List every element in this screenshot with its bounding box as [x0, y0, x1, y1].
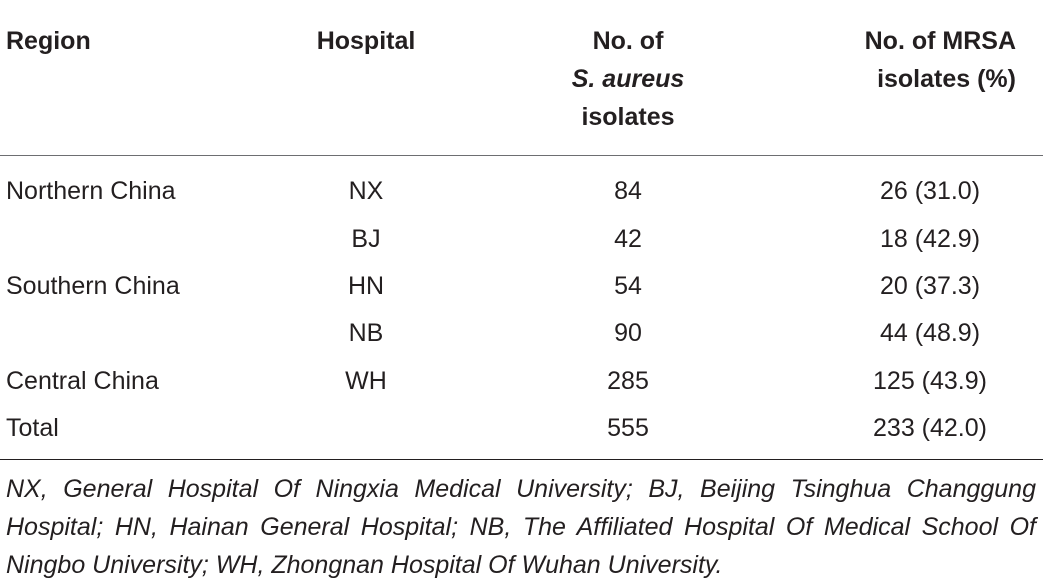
- cell-hospital: WH: [345, 367, 387, 395]
- table-footnote: NX, General Hospital Of Ningxia Medical University; BJ, Beijing Tsinghua Changgung Hospital; HN, Hainan General Hospital; NB, The Affiliated Hospital Of Medical School Of Ningbo University; WH, Zhongnan Hospital Of Wuhan University.: [6, 475, 1036, 579]
- header-isolates: [528, 22, 728, 136]
- footer-divider: [0, 459, 1043, 460]
- cell-isolates: 285: [607, 367, 649, 395]
- cell-region: Total: [6, 414, 59, 442]
- cell-mrsa: 125 (43.9): [873, 367, 987, 395]
- header-mrsa: [780, 22, 1016, 98]
- header-isolates-line3: isolates: [581, 103, 675, 131]
- cell-isolates: 555: [607, 414, 649, 442]
- cell-region: Southern China: [6, 272, 180, 300]
- cell-mrsa: 26 (31.0): [879, 177, 981, 205]
- header-region: Region: [6, 27, 91, 55]
- cell-isolates: 90: [614, 319, 642, 347]
- header-isolates-line2: S. aureus: [571, 65, 685, 93]
- cell-mrsa: 18 (42.9): [879, 225, 981, 253]
- cell-hospital: BJ: [351, 225, 381, 253]
- cell-mrsa: 233 (42.0): [873, 414, 987, 442]
- header-divider: [0, 155, 1043, 156]
- cell-mrsa: 20 (37.3): [879, 272, 981, 300]
- cell-isolates: 84: [614, 177, 642, 205]
- cell-isolates: 54: [614, 272, 642, 300]
- cell-hospital: HN: [347, 272, 385, 300]
- header-hospital: Hospital: [316, 27, 416, 55]
- header-isolates-line1: No. of: [592, 27, 664, 55]
- cell-mrsa: 44 (48.9): [879, 319, 981, 347]
- cell-region: Northern China: [6, 177, 176, 205]
- header-mrsa-line1: No. of MRSA: [864, 27, 1016, 55]
- cell-hospital: NB: [348, 319, 384, 347]
- cell-hospital: NX: [348, 177, 384, 205]
- header-mrsa-line2: isolates (%): [877, 65, 1016, 93]
- cell-region: Central China: [6, 367, 159, 395]
- cell-isolates: 42: [614, 225, 642, 253]
